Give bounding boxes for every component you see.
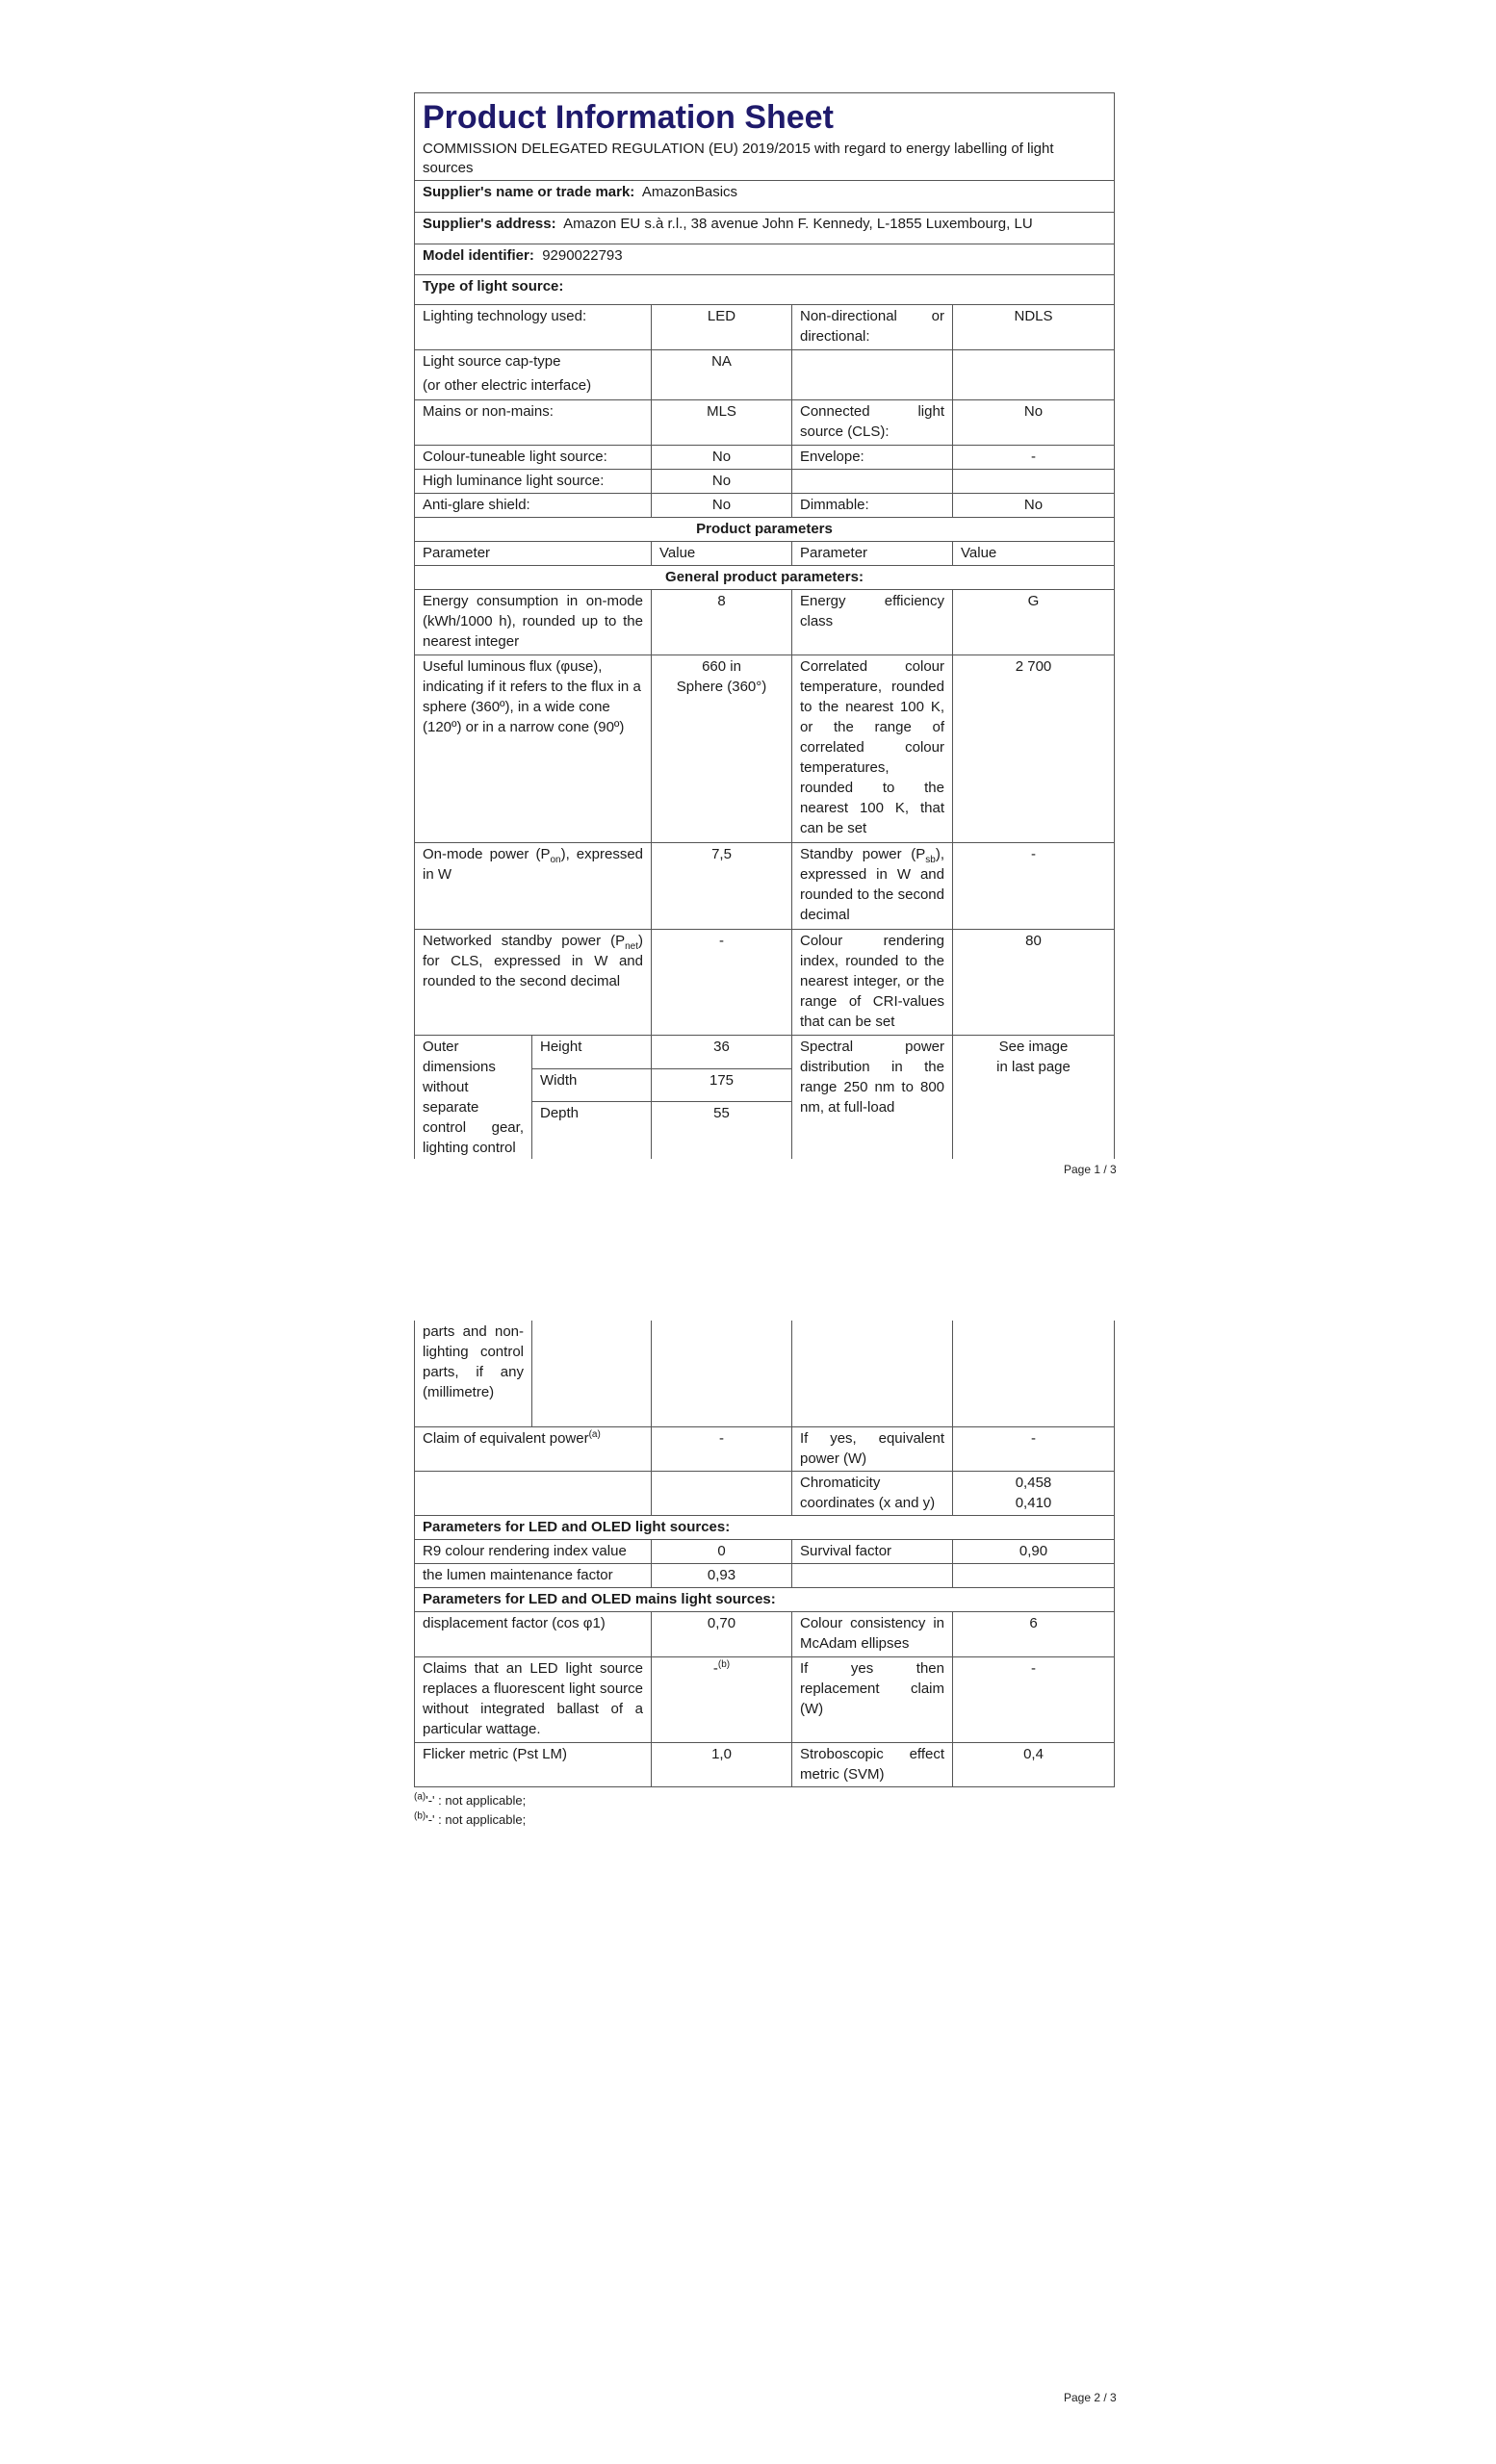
colour-temperature-value: 2 700 xyxy=(953,655,1115,843)
r9-value: 0 xyxy=(652,1539,792,1563)
survival-factor-label: Survival factor xyxy=(792,1539,953,1563)
spectral-power-value-a: See image xyxy=(998,1039,1069,1055)
regulation-subtitle: COMMISSION DELEGATED REGULATION (EU) 2019/2015 with regard to energy labelling of light sources xyxy=(423,141,1054,176)
led-mains-parameters-heading: Parameters for LED and OLED mains light sources: xyxy=(415,1587,1115,1611)
mains-label: Mains or non-mains: xyxy=(415,400,652,446)
survival-factor-value: 0,90 xyxy=(953,1539,1115,1563)
energy-consumption-label: Energy consumption in on-mode (kWh/1000 h), rounded up to the nearest integer xyxy=(415,590,652,655)
energy-consumption-value: 8 xyxy=(652,590,792,655)
chromaticity-y: 0,410 xyxy=(1015,1494,1052,1511)
on-mode-power-subscript: on xyxy=(550,855,561,865)
colour-consistency-value: 6 xyxy=(953,1611,1115,1656)
equivalent-power-watts-label: If yes, equivalent power (W) xyxy=(792,1426,953,1471)
luminous-flux-value-b: Sphere (360°) xyxy=(676,679,767,695)
displacement-factor-label: displacement factor (cos φ1) xyxy=(415,1611,652,1656)
page-1-sheet xyxy=(414,92,1114,1159)
supplier-name-value: AmazonBasics xyxy=(641,184,738,200)
empty-cell xyxy=(792,1563,953,1587)
flicker-metric-label: Flicker metric (Pst LM) xyxy=(415,1742,652,1786)
stroboscopic-effect-value: 0,4 xyxy=(953,1742,1115,1786)
chromaticity-value xyxy=(953,1471,1115,1515)
column-header-parameter-2: Parameter xyxy=(792,542,953,566)
empty-cell xyxy=(652,1135,792,1159)
energy-efficiency-class-value: G xyxy=(953,590,1115,655)
supplier-address-row xyxy=(415,213,1115,244)
replacement-claim-value: - xyxy=(953,1656,1115,1742)
equivalent-power-label-text: Claim of equivalent power xyxy=(423,1429,589,1447)
stroboscopic-effect-label: Stroboscopic effect metric (SVM) xyxy=(792,1742,953,1786)
envelope-label: Envelope: xyxy=(792,446,953,470)
colour-rendering-index-label: Colour rendering index, rounded to the nearest integer, or the range of CRI-values that can be set xyxy=(792,930,953,1036)
lumen-maintenance-value: 0,93 xyxy=(652,1563,792,1587)
height-label: Height xyxy=(532,1036,652,1069)
empty-cell xyxy=(415,1471,652,1515)
general-product-parameters-heading: General product parameters: xyxy=(415,566,1115,590)
empty-cell xyxy=(652,1471,792,1515)
standby-power-label xyxy=(792,843,953,930)
cap-type-value: NA xyxy=(652,350,792,400)
lighting-technology-label: Lighting technology used: xyxy=(415,305,652,350)
footnote-b xyxy=(414,1810,1114,1830)
standby-power-label-b: ), expressed in W and rounded to the second decimal xyxy=(800,846,944,923)
anti-glare-label: Anti-glare shield: xyxy=(415,494,652,518)
connected-light-source-label: Connected light source (CLS): xyxy=(792,400,953,446)
empty-cell xyxy=(652,1321,792,1426)
cap-type-label-a: Light source cap-type xyxy=(423,353,561,370)
empty-cell xyxy=(953,1563,1115,1587)
empty-cell xyxy=(953,350,1115,400)
page-title: Product Information Sheet xyxy=(423,99,834,136)
energy-efficiency-class-label: Energy efficiency class xyxy=(792,590,953,655)
dimmable-value: No xyxy=(953,494,1115,518)
footnote-a-marker: (a) xyxy=(588,1428,601,1440)
luminous-flux-label: Useful luminous flux (φuse), indicating if it refers to the flux in a sphere (360º), in a wide cone (120º) or in a narrow cone (90º) xyxy=(415,655,652,843)
model-identifier-value: 9290022793 xyxy=(542,247,623,264)
directional-value: NDLS xyxy=(953,305,1115,350)
colour-tuneable-value: No xyxy=(652,446,792,470)
envelope-value: - xyxy=(953,446,1115,470)
networked-standby-value: - xyxy=(652,930,792,1036)
cap-type-label-b: (or other electric interface) xyxy=(423,377,592,394)
connected-light-source-value: No xyxy=(953,400,1115,446)
flicker-metric-value: 1,0 xyxy=(652,1742,792,1786)
fluorescent-replacement-value-text: - xyxy=(712,1659,718,1677)
supplier-address-value: Amazon EU s.à r.l., 38 avenue John F. Kennedy, L-1855 Luxembourg, LU xyxy=(563,216,1033,232)
outer-dimensions-label-continued: parts and non-lighting control parts, if any (millimetre) xyxy=(415,1321,532,1426)
on-mode-power-label-b: ), expressed in W xyxy=(423,846,644,883)
empty-cell xyxy=(532,1135,652,1159)
empty-cell xyxy=(953,1321,1115,1426)
footnote-a-text: '-' : not applicable; xyxy=(426,1792,527,1808)
depth-label: Depth xyxy=(532,1102,652,1136)
type-of-light-source-heading: Type of light source: xyxy=(415,275,1115,305)
supplier-address-label: Supplier's address: xyxy=(423,216,556,232)
product-info-table-page1 xyxy=(414,92,1115,1159)
spectral-power-value xyxy=(953,1036,1115,1160)
high-luminance-label: High luminance light source: xyxy=(415,470,652,494)
replacement-claim-label: If yes then replacement claim (W) xyxy=(792,1656,953,1742)
mains-value: MLS xyxy=(652,400,792,446)
supplier-name-label: Supplier's name or trade mark: xyxy=(423,184,635,200)
fluorescent-replacement-label: Claims that an LED light source replaces a fluorescent light source without integrated ballast of a particular wattage. xyxy=(415,1656,652,1742)
width-label: Width xyxy=(532,1068,652,1102)
footnote-b-marker: (b) xyxy=(717,1658,731,1670)
colour-temperature-label: Correlated colour temperature, rounded to the nearest 100 K, or the range of correlated colour temperatures, rounded to the nearest 100 K, that can be set xyxy=(792,655,953,843)
height-value: 36 xyxy=(652,1036,792,1069)
footnote-b-mark: (b) xyxy=(414,1810,426,1822)
networked-standby-label xyxy=(415,930,652,1036)
supplier-name-row xyxy=(415,181,1115,213)
equivalent-power-watts-value: - xyxy=(953,1426,1115,1471)
page-number-1: Page 1 / 3 xyxy=(1064,1163,1117,1176)
empty-cell xyxy=(792,350,953,400)
product-info-table-page2 xyxy=(414,1321,1115,1787)
footnote-a-mark: (a) xyxy=(414,1791,426,1803)
column-header-parameter: Parameter xyxy=(415,542,652,566)
empty-cell xyxy=(792,1321,953,1426)
networked-standby-label-a: Networked standby power (P xyxy=(423,933,626,949)
empty-cell xyxy=(953,470,1115,494)
r9-label: R9 colour rendering index value xyxy=(415,1539,652,1563)
anti-glare-value: No xyxy=(652,494,792,518)
title-cell xyxy=(415,93,1115,181)
column-header-value-2: Value xyxy=(953,542,1115,566)
standby-power-value: - xyxy=(953,843,1115,930)
led-parameters-heading: Parameters for LED and OLED light sources: xyxy=(415,1515,1115,1539)
equivalent-power-value: - xyxy=(652,1426,792,1471)
colour-tuneable-label: Colour-tuneable light source: xyxy=(415,446,652,470)
spectral-power-label: Spectral power distribution in the range 250 nm to 800 nm, at full-load xyxy=(792,1036,953,1160)
chromaticity-label: Chromaticity coordinates (x and y) xyxy=(792,1471,953,1515)
dimmable-label: Dimmable: xyxy=(792,494,953,518)
colour-consistency-label: Colour consistency in McAdam ellipses xyxy=(792,1611,953,1656)
luminous-flux-value-a: 660 in xyxy=(702,658,741,675)
page-2-sheet xyxy=(414,1321,1114,1830)
high-luminance-value: No xyxy=(652,470,792,494)
standby-power-subscript: sb xyxy=(925,855,936,865)
equivalent-power-label xyxy=(415,1426,652,1471)
depth-value: 55 xyxy=(652,1102,792,1136)
footnote-a xyxy=(414,1791,1114,1810)
networked-standby-subscript: net xyxy=(625,941,638,952)
column-header-value: Value xyxy=(652,542,792,566)
model-identifier-row xyxy=(415,244,1115,275)
lumen-maintenance-label: the lumen maintenance factor xyxy=(415,1563,652,1587)
lighting-technology-value: LED xyxy=(652,305,792,350)
standby-power-label-a: Standby power (P xyxy=(800,846,926,862)
networked-standby-label-b: ) for CLS, expressed in W and rounded to the second decimal xyxy=(423,933,643,989)
empty-cell xyxy=(532,1321,652,1426)
colour-rendering-index-value: 80 xyxy=(953,930,1115,1036)
product-parameters-heading: Product parameters xyxy=(415,518,1115,542)
directional-label: Non-directional or directional: xyxy=(792,305,953,350)
displacement-factor-value: 0,70 xyxy=(652,1611,792,1656)
on-mode-power-label xyxy=(415,843,652,930)
cap-type-label xyxy=(415,350,652,400)
on-mode-power-label-a: On-mode power (P xyxy=(423,846,551,862)
page-number-2: Page 2 / 3 xyxy=(1064,2391,1117,2404)
spectral-power-value-b: in last page xyxy=(996,1059,1070,1075)
chromaticity-x: 0,458 xyxy=(1015,1474,1052,1491)
empty-cell xyxy=(792,470,953,494)
model-identifier-label: Model identifier: xyxy=(423,247,534,264)
fluorescent-replacement-value xyxy=(652,1656,792,1742)
width-value: 175 xyxy=(652,1068,792,1102)
on-mode-power-value: 7,5 xyxy=(652,843,792,930)
footnote-b-text: '-' : not applicable; xyxy=(426,1811,527,1827)
outer-dimensions-label: Outer dimensions without separate control gear, lighting control xyxy=(415,1036,532,1160)
luminous-flux-value xyxy=(652,655,792,843)
